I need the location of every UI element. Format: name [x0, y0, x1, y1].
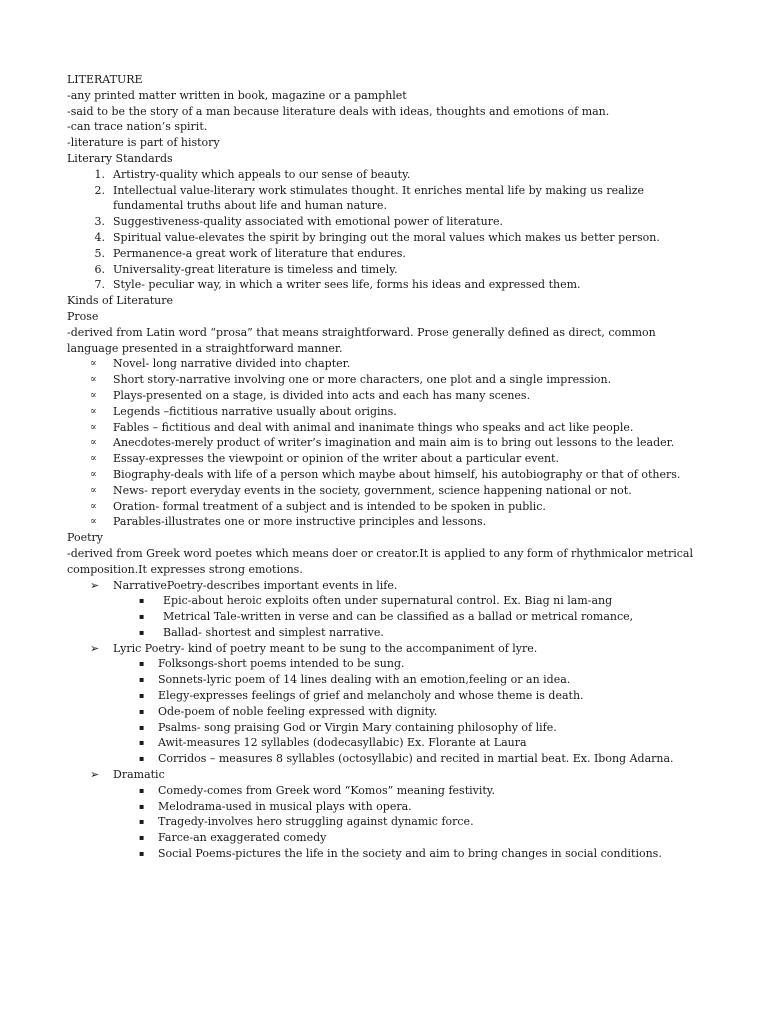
proportional-bullet-icon: ∝ — [90, 421, 97, 433]
square-bullet-icon: ▪ — [139, 596, 145, 606]
proportional-bullet-icon: ∝ — [90, 358, 97, 370]
list-item: ∝ Essay-expresses the viewpoint or opinion of the writer about a particular event. — [90, 452, 559, 466]
list-item: 2. Intellectual value-literary work stimulates thought. It enriches mental life by making us realize fundamental truths about life and human nature. — [94, 183, 645, 213]
intro-line: -literature is part of history — [67, 136, 220, 150]
proportional-bullet-icon: ∝ — [90, 389, 97, 401]
list-item: ∝ Biography-deals with life of a person which maybe about himself, his autobiography or that of others. — [90, 467, 681, 481]
intro-line: -said to be the story of a man because literature deals with ideas, thoughts and emotions of man. — [67, 104, 610, 118]
list-item: ▪ Metrical Tale-written in verse and can be classified as a ballad or metrical romance, — [139, 610, 634, 624]
list-item: ∝ News- report everyday events in the society, government, science happening national or not. — [90, 483, 632, 497]
proportional-bullet-icon: ∝ — [90, 516, 97, 528]
poetry-heading: Poetry — [67, 531, 103, 545]
narrative-poetry-list — [67, 593, 707, 640]
list-item: ▪ Tragedy-involves hero struggling against dynamic force. — [139, 815, 474, 829]
lyric-poetry-list — [67, 656, 707, 767]
arrow-bullet-icon: ➢ — [90, 578, 100, 592]
square-bullet-icon: ▪ — [139, 722, 145, 732]
list-item: ▪ Folksongs-short poems intended to be sung. — [139, 657, 405, 671]
list-item: ∝ Oration- formal treatment of a subject and is intended to be spoken in public. — [90, 499, 546, 513]
list-item: ▪ Social Poems-pictures the life in the society and aim to bring changes in social conditions. — [139, 847, 662, 861]
list-item: ∝ Parables-illustrates one or more instructive principles and lessons. — [90, 515, 487, 529]
proportional-bullet-icon: ∝ — [90, 405, 97, 417]
literary-standards-heading: Literary Standards — [67, 151, 173, 165]
list-item: ▪ Comedy-comes from Greek word “Komos” meaning festivity. — [139, 783, 496, 797]
list-item: ▪ Epic-about heroic exploits often under supernatural control. Ex. Biag ni lam-ang — [139, 594, 613, 608]
document-page — [67, 72, 707, 862]
arrow-bullet-icon: ➢ — [90, 768, 100, 782]
kinds-heading: Kinds of Literature — [67, 294, 174, 308]
list-item: 4. Spiritual value-elevates the spirit by bringing out the moral values which makes us better person. — [94, 230, 660, 244]
list-item: 1. Artistry-quality which appeals to our sense of beauty. — [94, 167, 411, 181]
square-bullet-icon: ▪ — [139, 675, 145, 685]
square-bullet-icon: ▪ — [139, 612, 145, 622]
square-bullet-icon: ▪ — [139, 659, 145, 669]
dramatic-poetry-heading: ➢ Dramatic — [90, 768, 165, 782]
list-item: 3. Suggestiveness-quality associated with emotional power of literature. — [94, 215, 503, 229]
arrow-bullet-icon: ➢ — [90, 641, 100, 655]
intro-line: -any printed matter written in book, magazine or a pamphlet — [67, 88, 407, 102]
list-item: 7. Style- peculiar way, in which a writer sees life, forms his ideas and expressed them. — [94, 278, 581, 292]
square-bullet-icon: ▪ — [139, 706, 145, 716]
proportional-bullet-icon: ∝ — [90, 437, 97, 449]
list-item: ∝ Legends –fictitious narrative usually about origins. — [90, 404, 397, 418]
list-item: 5. Permanence-a great work of literature that endures. — [94, 246, 406, 260]
literary-standards-list — [67, 167, 707, 293]
proportional-bullet-icon: ∝ — [90, 500, 97, 512]
intro-line: -can trace nation’s spirit. — [67, 120, 208, 134]
list-item: ∝ Fables – fictitious and deal with animal and inanimate things who speaks and act like people. — [90, 420, 634, 434]
square-bullet-icon: ▪ — [139, 754, 145, 764]
poetry-description: -derived from Greek word poetes which means doer or creator.It is applied to any form of rhythmicalor metrical composition.It expresses strong emotions. — [67, 546, 693, 576]
list-item: ∝ Anecdotes-merely product of writer’s imagination and main aim is to bring out lessons to the leader. — [90, 436, 675, 450]
list-item: ▪ Melodrama-used in musical plays with opera. — [139, 799, 412, 813]
list-item: ∝ Plays-presented on a stage, is divided into acts and each has many scenes. — [90, 388, 531, 402]
list-item: ▪ Psalms- song praising God or Virgin Mary containing philosophy of life. — [139, 720, 557, 734]
proportional-bullet-icon: ∝ — [90, 468, 97, 480]
list-item: ∝ Novel- long narrative divided into chapter. — [90, 357, 351, 371]
proportional-bullet-icon: ∝ — [90, 453, 97, 465]
dramatic-poetry-list — [67, 783, 707, 862]
square-bullet-icon: ▪ — [139, 785, 145, 795]
list-item: ▪ Farce-an exaggerated comedy — [139, 831, 327, 845]
square-bullet-icon: ▪ — [139, 738, 145, 748]
square-bullet-icon: ▪ — [139, 817, 145, 827]
lyric-poetry-heading: ➢ Lyric Poetry- kind of poetry meant to be sung to the accompaniment of lyre. — [90, 641, 538, 655]
prose-list — [67, 356, 707, 530]
list-item: ▪ Awit-measures 12 syllables (dodecasyllabic) Ex. Florante at Laura — [139, 736, 527, 750]
list-item: ▪ Sonnets-lyric poem of 14 lines dealing with an emotion,feeling or an idea. — [139, 673, 571, 687]
square-bullet-icon: ▪ — [139, 801, 145, 811]
square-bullet-icon: ▪ — [139, 849, 145, 859]
square-bullet-icon: ▪ — [139, 691, 145, 701]
proportional-bullet-icon: ∝ — [90, 484, 97, 496]
prose-heading: Prose — [67, 309, 99, 323]
list-item: ▪ Ballad- shortest and simplest narrative. — [139, 625, 384, 639]
list-item: 6. Universality-great literature is timeless and timely. — [94, 262, 398, 276]
list-item: ▪ Elegy-expresses feelings of grief and melancholy and whose theme is death. — [139, 689, 584, 703]
prose-description: -derived from Latin word “prosa” that means straightforward. Prose generally defined as direct, common language presented in a straightforward manner. — [67, 325, 656, 355]
square-bullet-icon: ▪ — [139, 627, 145, 637]
square-bullet-icon: ▪ — [139, 833, 145, 843]
list-item: ▪ Ode-poem of noble feeling expressed with dignity. — [139, 704, 438, 718]
narrative-poetry-heading: ➢ NarrativePoetry-describes important events in life. — [90, 578, 398, 592]
list-item: ∝ Short story-narrative involving one or more characters, one plot and a single impression. — [90, 373, 612, 387]
document-title: LITERATURE — [67, 73, 143, 86]
list-item: ▪ Corridos – measures 8 syllables (octosyllabic) and recited in martial beat. Ex. Ibong Adarna. — [139, 752, 674, 766]
proportional-bullet-icon: ∝ — [90, 374, 97, 386]
